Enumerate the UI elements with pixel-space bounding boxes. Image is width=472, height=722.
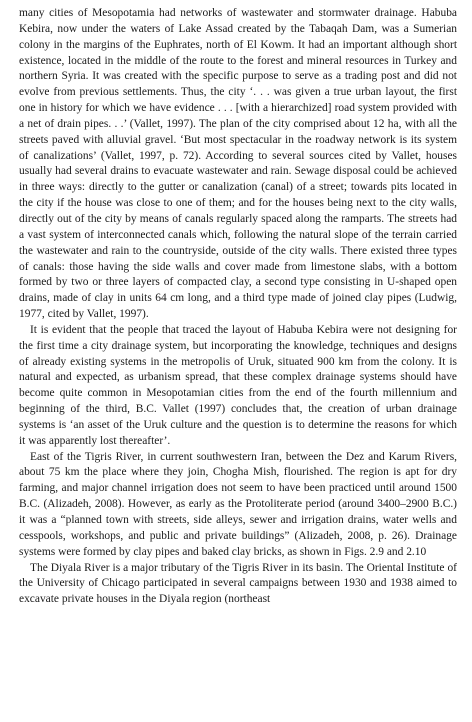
paragraph-diyala-river: The Diyala River is a major tributary of the Tigris River in its basin. The Oriental Institute of the University of Chicago participated in several campaigns between 1930 and 1938 aimed to excavate private houses in the Diyala region (northeast bbox=[19, 561, 457, 606]
document-page bbox=[19, 6, 457, 608]
paragraph-uruk-drainage: It is evident that the people that traced the layout of Habuba Kebira were not designing for the first time a city drainage system, but incorporating the knowledge, techniques and designs of already existing systems in the metropolis of Uruk, situated 900 km from the colony. It is natural and expected, as urbanism spread, that these complex drainage systems should have become quite common in Mesopotamian cities from the end of the fourth millennium and beginning of the third, B.C. Vallet (1997) concludes that, the creation of urban drainage systems is ‘an asset of the Uruk culture and the question is to determine the reasons for which it was apparently lost thereafter’. bbox=[19, 323, 457, 447]
paragraph-chogha-mish: East of the Tigris River, in current southwestern Iran, between the Dez and Karum Rivers, about 75 km the place where they join, Chogha Mish, flourished. The region is apt for dry farming, and major channel irrigation does not seem to have been practiced until around 1500 B.C. (Alizadeh, 2008). However, as early as the Protoliterate period (around 3400–2900 B.C.) it was a “planned town with streets, side alleys, sewer and irrigation drains, water wells and cesspools, workshops, and public and private buildings” (Alizadeh, 2008, p. 26). Drainage systems were formed by clay pipes and baked clay bricks, as shown in Figs. 2.9 and 2.10 bbox=[19, 450, 457, 558]
paragraph-habuba-kebira: many cities of Mesopotamia had networks of wastewater and stormwater drainage. Habuba Kebira, now under the waters of Lake Assad created by the Tabaqah Dam, was a Sumerian colony in the margins of the Euphrates, north of El Kowm. It had an important although short existence, located in the middle of the route to the forest and mineral resources in Turkey and northern Syria. It was created with the specific purpose to serve as a trading post and did not evolve from previous settlements. Thus, the city ‘. . . was given a true urban layout, the first one in history for which we have evidence . . . [with a hierarchized] road system provided with a net of drain pipes. . .’ (Vallet, 1997). The plan of the city comprised about 12 ha, with all the streets paved with alluvial gravel. ‘But most spectacular in the roadway network is its system of canalizations’ (Vallet, 1997, p. 72). According to several sources cited by Vallet, houses usually had several drains to evacuate wastewater and rain. Sewage disposal could be achieved in three ways: directly to the gutter or canalization (canal) of a street; towards pits located in the city if the house was close to one of them; and for the houses being next to the city walls, directly out of the city by means of canals regularly spaced along the ramparts. The streets had a vast system of interconnected canals which, following the natural slope of the terrain carried the wastewater and rain to the countryside, outside of the city walls. There existed three types of canals: those having the side walls and cover made from limestone slabs, with a bottom formed by two or three layers of compacted clay, a second type consisting in U-shaped open drains, made of clay in units 64 cm long, and a third type made of joined clay pipes (Ludwig, 1977, cited by Vallet, 1997). bbox=[19, 7, 457, 321]
